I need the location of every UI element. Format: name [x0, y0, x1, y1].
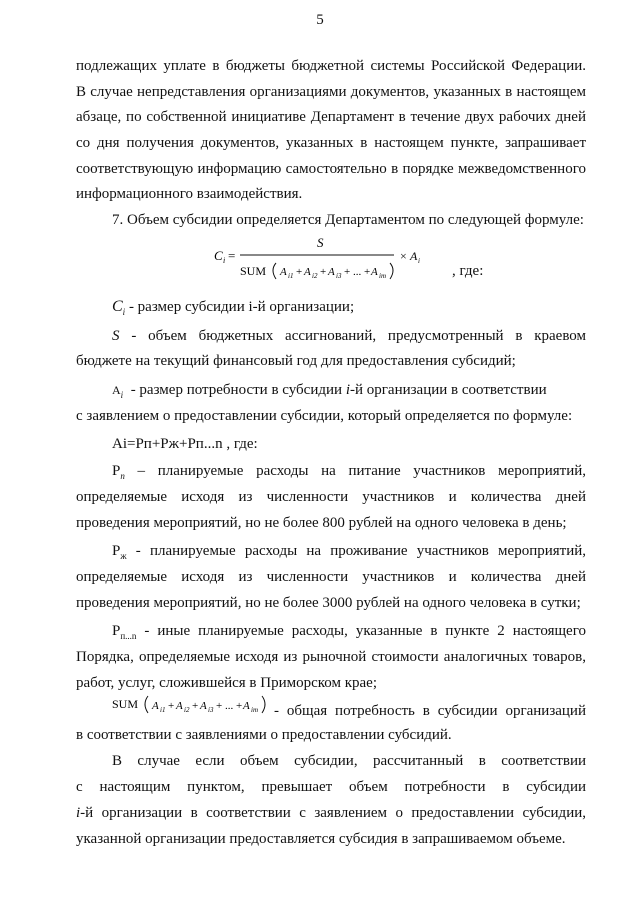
ci-subscript: i	[122, 307, 126, 317]
svg-text:i: i	[418, 257, 420, 265]
svg-text:i1: i1	[288, 272, 294, 280]
page-number: 5	[316, 12, 324, 28]
s-definition	[112, 327, 586, 345]
i-symbol: i	[345, 382, 350, 398]
svg-text:SUM: SUM	[112, 697, 139, 711]
svg-text:=: =	[228, 248, 236, 263]
text-line: проведения мероприятий, но не более 3000 рублей на одного человека в сутки;	[76, 595, 581, 611]
text-line: Порядка, определяемые исходя из рыночной стоимости аналогичных товаров,	[76, 649, 586, 665]
svg-text:A: A	[280, 266, 287, 278]
formula-where: , где:	[452, 263, 484, 279]
text-line: проведения мероприятий, но не более 800 рублей на одного человека в день;	[76, 515, 567, 531]
ai-subscript: i	[120, 390, 124, 400]
pn-definition	[112, 622, 586, 645]
svg-text:+: +	[296, 266, 303, 278]
text-line	[76, 804, 586, 822]
svg-text:×: ×	[400, 249, 407, 263]
ai-description-end: -й организации в соответствии	[349, 382, 547, 398]
text-fragment: -й организации в соответствии с заявлением о предоставлении субсидии,	[80, 805, 586, 821]
text-line: определяемые исходя из численности участников и количества дней	[76, 569, 586, 585]
svg-text:i2: i2	[312, 272, 318, 280]
ai-symbol: A	[112, 383, 121, 397]
formula-graphic	[214, 232, 434, 284]
pz-subscript: ж	[120, 551, 127, 561]
svg-text:i: i	[223, 256, 226, 265]
pp-description: – планируемые расходы на питание участников мероприятий,	[137, 463, 587, 479]
text-line: с заявлением о предоставлении субсидии, который определяется по формуле:	[76, 408, 573, 424]
i-symbol: i	[76, 805, 81, 821]
svg-text:A: A	[243, 700, 250, 712]
text-line: бюджете на текущий финансовый год для предоставления субсидий;	[76, 353, 516, 369]
pz-definition	[112, 542, 586, 565]
text-line: работ, услуг, сложившейся в Приморском крае;	[76, 675, 378, 691]
pz-symbol	[112, 543, 127, 559]
svg-text:+: +	[320, 266, 327, 278]
ci-description: - размер субсидии i-й организации;	[128, 299, 355, 315]
text-line: информационного взаимодействия.	[76, 186, 303, 202]
text-line: определяемые исходя из численности участников и количества дней	[76, 489, 586, 505]
pn-description: - иные планируемые расходы, указанные в пункте 2 настоящего	[144, 623, 586, 639]
pp-subscript: п	[120, 471, 125, 481]
text-line: со дня получения документов, указанных в настоящем пункте, запрашивает	[76, 135, 586, 151]
text-line: соответствующую информацию самостоятельно в порядке межведомственного	[76, 161, 586, 177]
svg-text:+: +	[168, 700, 175, 712]
svg-text:A: A	[371, 266, 378, 278]
sum-expression	[112, 694, 270, 718]
text-line: в соответствии с заявлениями о предоставлении субсидий.	[76, 727, 452, 743]
sum-description: - общая потребность в субсидии организаций	[274, 703, 586, 719]
pz-letter: Р	[112, 543, 121, 559]
text-line: абзаце, по собственной инициативе Департамент в течение двух рабочих дней	[76, 109, 586, 125]
pp-definition	[112, 462, 586, 485]
pz-description: - планируемые расходы на проживание участников мероприятий,	[135, 543, 587, 559]
text-line: подлежащих уплате в бюджеты бюджетной системы Российской Федерации.	[76, 58, 586, 74]
pn-symbol	[112, 623, 136, 639]
svg-text:im: im	[251, 706, 258, 714]
svg-text:i2: i2	[184, 706, 190, 714]
svg-text:i1: i1	[160, 706, 166, 714]
svg-text:S: S	[317, 235, 324, 250]
sum-definition	[112, 697, 586, 724]
svg-text:+: +	[192, 700, 199, 712]
svg-text:+ ... +: + ... +	[216, 700, 243, 712]
ci-symbol: C	[112, 298, 123, 315]
svg-text:SUM: SUM	[240, 264, 267, 278]
ci-definition	[112, 298, 586, 321]
svg-text:A: A	[328, 266, 335, 278]
text-line: В случае если объем субсидии, рассчитанный в соответствии	[112, 753, 586, 769]
svg-text:A: A	[200, 700, 207, 712]
svg-text:+ ... +: + ... +	[344, 266, 371, 278]
svg-text:A: A	[152, 700, 159, 712]
svg-text:i3: i3	[336, 272, 342, 280]
section-7-heading: 7. Объем субсидии определяется Департаментом по следующей формуле:	[112, 212, 584, 228]
text-line: с настоящим пунктом, превышает объем потребности в субсидии	[76, 779, 586, 795]
svg-text:A: A	[304, 266, 311, 278]
text-line: В случае непредставления организациями документов, указанных в настоящем	[76, 84, 586, 100]
ai-definition	[112, 381, 586, 404]
svg-text:i3: i3	[208, 706, 214, 714]
pn-subscript: п...n	[120, 631, 137, 641]
ai-description: - размер потребности в субсидии	[130, 382, 343, 398]
subsidy-formula	[214, 232, 420, 280]
svg-text:A: A	[410, 249, 418, 263]
pp-symbol	[112, 463, 125, 479]
s-symbol: S	[112, 328, 120, 344]
svg-text:im: im	[379, 272, 386, 280]
pn-letter: Р	[112, 623, 121, 639]
s-description: - объем бюджетных ассигнований, предусмотренный в краевом	[131, 328, 587, 344]
ai-formula: Аi=Рп+Рж+Рп...n , где:	[112, 436, 258, 452]
svg-text:C: C	[214, 248, 223, 263]
text-line: указанной организации предоставляется субсидия в запрашиваемом объеме.	[76, 831, 566, 847]
pp-letter: Р	[112, 463, 121, 479]
svg-text:A: A	[176, 700, 183, 712]
